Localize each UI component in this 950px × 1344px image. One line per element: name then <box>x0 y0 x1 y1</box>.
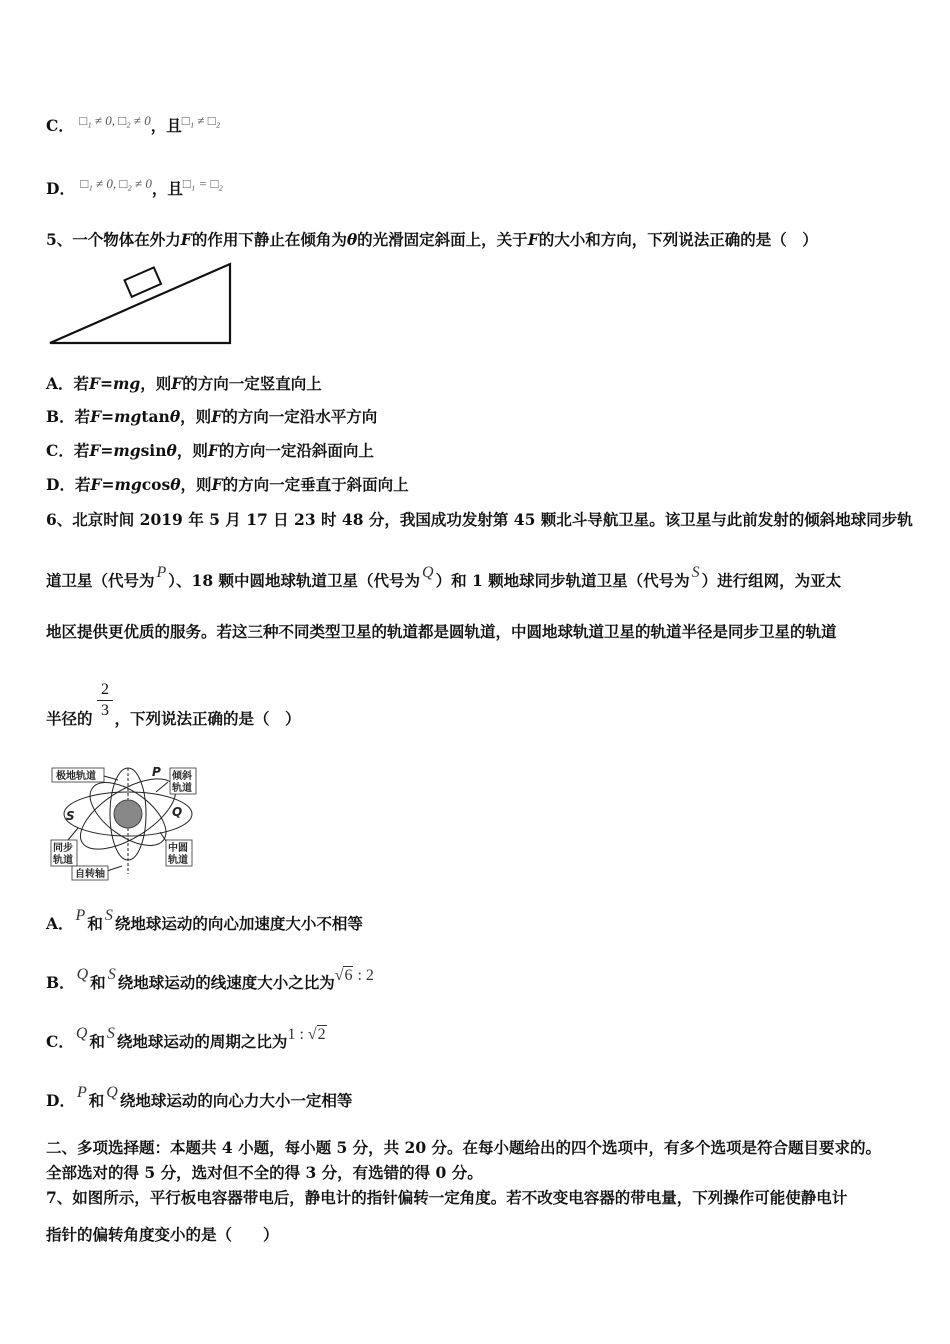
section2-scoring: 全部选对的得 5 分，选对但不全的得 3 分，有选错的得 0 分。 <box>46 1163 483 1182</box>
q6-option-c-and: 和 <box>89 1032 105 1051</box>
q5-option-a-rest: 的方向一定竖直向上 <box>182 374 322 393</box>
q5-stem-F2: F <box>527 230 539 249</box>
incline-label-1: 倾斜 <box>172 771 192 782</box>
q6-line4-a: 半径的 <box>46 709 93 728</box>
q5-option-a-F: F <box>171 374 183 393</box>
q6-option-c-ratio: 1 : √2 <box>287 1026 326 1043</box>
q4-option-c <box>46 114 220 136</box>
q5-option-b-label: B．若 <box>46 407 91 426</box>
q6-fraction-bar <box>97 700 113 701</box>
q5-stem-theta: θ <box>346 230 358 249</box>
q6-option-b-label: B． <box>46 973 75 992</box>
q4-option-d-expr: □₁ ≠ 0, □₂ ≠ 0 <box>80 176 152 191</box>
q6-fraction-numerator: 2 <box>101 681 109 698</box>
q5-stem-d: 的大小和方向，下列说法正确的是（ ） <box>538 230 818 249</box>
q5-option-a <box>46 372 322 394</box>
q5-option-c <box>46 439 374 461</box>
q5-option-c-label: C．若 <box>46 441 90 460</box>
q6-option-d-label: D． <box>46 1091 75 1110</box>
q5-option-c-fn: sin <box>140 441 167 460</box>
q5-option-a-label: A．若 <box>46 374 90 393</box>
q7-stem-line2: 指针的偏转角度变小的是（ ） <box>46 1225 279 1244</box>
sync-label-2: 轨道 <box>53 855 73 866</box>
q6-option-c-text: 绕地球运动的周期之比为 <box>116 1032 288 1051</box>
q5-option-d-rest: 的方向一定垂直于斜面向上 <box>222 475 409 494</box>
block-on-incline <box>125 267 162 296</box>
q6-line2-Q: Q <box>422 564 434 581</box>
q5-option-b-mid: ，则 <box>180 407 212 426</box>
q5-option-c-mid: ，则 <box>176 441 208 460</box>
q5-option-d-mid: ，则 <box>180 475 212 494</box>
q5-option-b <box>46 405 377 427</box>
q6-option-d-y: Q <box>106 1084 118 1101</box>
q6-option-b <box>46 966 374 993</box>
q6-option-d-x: P <box>76 1084 87 1101</box>
q5-option-b-fn: tan <box>141 407 170 426</box>
satellite-Q-label: Q <box>172 805 183 819</box>
satellite-P-label: P <box>152 765 161 779</box>
q5-option-c-rest: 的方向一定沿斜面向上 <box>218 441 374 460</box>
q5-stem-a: 5、一个物体在外力 <box>46 230 181 249</box>
q6-option-a-y: S <box>104 907 113 924</box>
q6-line2-c: ）和 1 颗地球同步轨道卫星（代号为 <box>435 571 690 590</box>
q5-option-c-cond: F=mg <box>89 441 141 460</box>
q6-option-d-and: 和 <box>88 1091 105 1110</box>
orbit-diagram <box>48 762 200 884</box>
q5-option-b-theta: θ <box>169 407 181 426</box>
polar-orbit-label: 极地轨道 <box>56 771 96 782</box>
q5-option-c-theta: θ <box>166 441 177 460</box>
q5-option-a-cond: F=mg <box>89 374 141 393</box>
q4-option-d-rel: □₁ = □₂ <box>182 176 223 191</box>
q4-option-d-conj: ，且 <box>151 179 183 198</box>
q4-option-c-conj: ，且 <box>150 116 182 135</box>
rotation-axis-label: 自转轴 <box>75 869 105 880</box>
sync-label-1: 同步 <box>53 843 73 854</box>
q6-option-b-and: 和 <box>90 973 106 992</box>
q4-option-c-expr: □₁ ≠ 0, □₂ ≠ 0 <box>79 113 151 128</box>
q6-stem-line2 <box>46 564 842 591</box>
q5-stem-c: 的光滑固定斜面上，关于 <box>357 230 528 249</box>
medium-label-2: 轨道 <box>168 855 188 866</box>
q6-option-c-y: S <box>106 1025 115 1042</box>
earth <box>114 800 142 828</box>
q6-option-c-head: 1 : <box>287 1026 308 1043</box>
q4-option-c-rel: □₁ ≠ □₂ <box>181 113 221 128</box>
q6-stem-line4 <box>46 707 301 729</box>
q4-option-d <box>46 177 223 199</box>
q5-option-d-theta: θ <box>170 475 181 494</box>
q6-line4-b: ，下列说法正确的是（ ） <box>114 709 301 728</box>
q6-stem-line1: 6、北京时间 2019 年 5 月 17 日 23 时 48 分，我国成功发射第 45 颗北斗导航卫星。该卫星与此前发射的倾斜地球同步轨 <box>46 510 913 529</box>
q5-option-b-rest: 的方向一定沿水平方向 <box>222 407 378 426</box>
q6-option-c <box>46 1025 327 1052</box>
q6-option-a-text: 绕地球运动的向心加速度大小不相等 <box>114 914 363 933</box>
q6-line2-a: 道卫星（代号为 <box>46 571 155 590</box>
q6-option-d <box>46 1084 353 1111</box>
polar-label-leader <box>104 776 118 780</box>
q6-line2-b: ）、18 颗中圆地球轨道卫星（代号为 <box>168 571 421 590</box>
incline-label-2: 轨道 <box>172 783 192 794</box>
q6-option-d-text: 绕地球运动的向心力大小一定相等 <box>119 1091 353 1110</box>
q5-option-d <box>46 473 409 495</box>
q5-option-d-label: D．若 <box>46 475 91 494</box>
q6-option-a <box>46 907 363 934</box>
q5-stem-F: F <box>180 230 192 249</box>
q4-option-d-label: D． <box>46 179 75 198</box>
q6-fraction-denominator: 3 <box>101 702 109 719</box>
q6-option-a-x: P <box>75 907 86 924</box>
q4-option-c-label: C． <box>46 116 74 135</box>
q5-option-b-F: F <box>211 407 223 426</box>
q6-option-a-label: A． <box>46 914 74 933</box>
incline-diagram <box>46 260 236 348</box>
q5-option-d-cond: F=mg <box>90 475 142 494</box>
medium-label-1: 中圆 <box>168 843 188 854</box>
q6-line2-S: S <box>691 564 700 581</box>
q6-line2-d: ）进行组网，为亚太 <box>701 571 842 590</box>
q6-option-b-y: S <box>107 966 116 983</box>
satellite-S-label: S <box>66 809 75 823</box>
incline-label-leader <box>156 782 168 792</box>
q5-stem <box>46 228 818 250</box>
q6-option-c-x: Q <box>75 1025 88 1042</box>
q6-fraction <box>97 681 113 720</box>
q6-line2-P: P <box>156 564 167 581</box>
q5-option-d-F: F <box>211 475 223 494</box>
q5-option-a-mid: ，则 <box>140 374 172 393</box>
q6-option-a-and: 和 <box>87 914 103 933</box>
q5-option-c-F: F <box>207 441 219 460</box>
q6-option-b-ratio: √6 : 2 <box>334 967 374 984</box>
q6-stem-line3: 地区提供更优质的服务。若这三种不同类型卫星的轨道都是圆轨道，中圆地球轨道卫星的轨道半径是同步卫星的轨道 <box>46 622 837 641</box>
sync-label-leader <box>68 828 78 840</box>
q6-option-b-tail: : 2 <box>353 967 374 984</box>
q5-option-b-cond: F=mg <box>90 407 142 426</box>
q6-option-b-root: 6 <box>344 967 353 984</box>
q5-option-d-fn: cos <box>141 475 171 494</box>
section2-heading: 二、多项选择题：本题共 4 小题，每小题 5 分，共 20 分。在每小题给出的四个选项中，有多个选项是符合题目要求的。 <box>46 1138 882 1157</box>
q6-option-b-x: Q <box>76 966 89 983</box>
q6-option-c-label: C． <box>46 1032 74 1051</box>
q7-stem-line1: 7、如图所示，平行板电容器带电后，静电计的指针偏转一定角度。若不改变电容器的带电量，下列操作可能使静电计 <box>46 1188 848 1207</box>
q6-option-c-root: 2 <box>317 1026 326 1043</box>
q6-option-b-text: 绕地球运动的线速度大小之比为 <box>117 973 335 992</box>
q5-stem-b: 的作用下静止在倾角为 <box>191 230 347 249</box>
